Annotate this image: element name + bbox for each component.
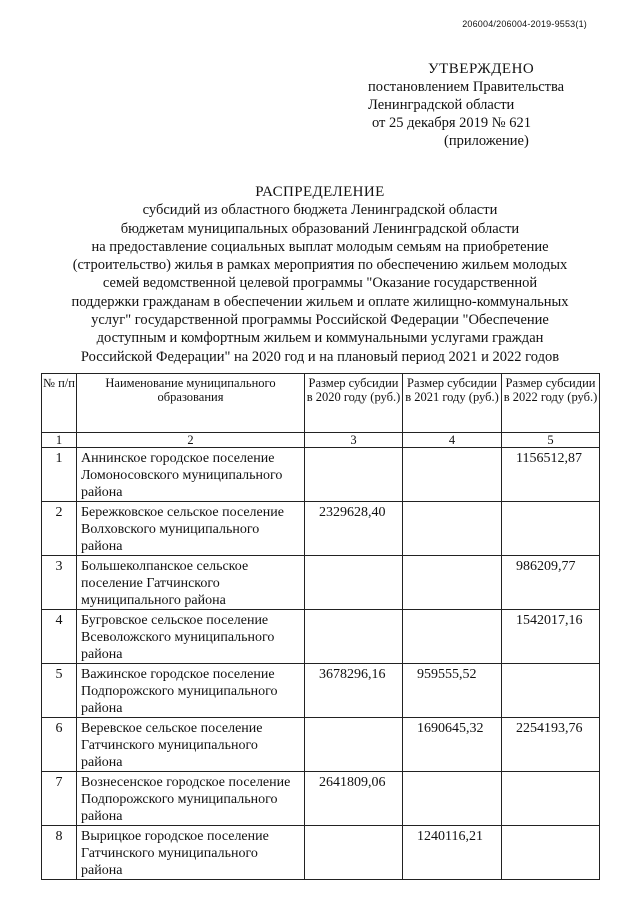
table-row <box>42 610 600 664</box>
title-line: доступным и комфортным жильем и коммунальными услугами граждан <box>96 330 544 347</box>
amount-2020 <box>305 556 403 610</box>
title-line: (строительство) жилья в рамках мероприятия по обеспечению жильем молодых <box>72 257 568 274</box>
amount-2020 <box>305 826 403 880</box>
row-number: 1 <box>42 448 77 502</box>
amount-2021 <box>403 502 502 556</box>
amount-2021: 1240116,21 <box>403 826 502 880</box>
table-row <box>42 502 600 556</box>
municipality-name: Веревское сельское поселение Гатчинского муниципального района <box>77 718 305 772</box>
approval-line: Ленинградской области <box>368 97 515 113</box>
table-row <box>42 772 600 826</box>
column-number: 4 <box>403 433 502 448</box>
row-number: 6 <box>42 718 77 772</box>
amount-2020 <box>305 448 403 502</box>
amount-2020 <box>305 610 403 664</box>
title-line: услуг" государственной программы Российской Федерации "Обеспечение <box>91 312 549 329</box>
table-row <box>42 718 600 772</box>
column-number-row <box>42 433 600 448</box>
amount-2020: 2329628,40 <box>305 502 403 556</box>
amount-2021 <box>403 556 502 610</box>
approval-stamp <box>368 60 578 150</box>
amount-2020: 2641809,06 <box>305 772 403 826</box>
amount-2022 <box>502 826 600 880</box>
row-number: 4 <box>42 610 77 664</box>
approval-date-line: от 25 декабря 2019 № 621 <box>372 115 531 131</box>
table-row <box>42 556 600 610</box>
amount-2022: 2254193,76 <box>502 718 600 772</box>
column-number: 3 <box>305 433 403 448</box>
amount-2021 <box>403 772 502 826</box>
municipality-name: Бережковское сельское поселение Волховского муниципального района <box>77 502 305 556</box>
approval-line: постановлением Правительства <box>368 79 565 95</box>
municipality-name: Большеколпанское сельское поселение Гатчинского муниципального района <box>77 556 305 610</box>
document-title <box>40 183 600 366</box>
table-row <box>42 448 600 502</box>
header-number: № п/п <box>42 374 77 433</box>
amount-2020 <box>305 718 403 772</box>
amount-2022: 1542017,16 <box>502 610 600 664</box>
amount-2022: 1156512,87 <box>502 448 600 502</box>
municipality-name: Аннинское городское поселение Ломоносовского муниципального района <box>77 448 305 502</box>
header-2021: Размер субсидии в 2021 году (руб.) <box>403 374 502 433</box>
header-2022: Размер субсидии в 2022 году (руб.) <box>502 374 600 433</box>
row-number: 7 <box>42 772 77 826</box>
table-row <box>42 664 600 718</box>
municipality-name: Вырицкое городское поселение Гатчинского муниципального района <box>77 826 305 880</box>
approval-attachment-note: (приложение) <box>444 133 529 149</box>
amount-2020: 3678296,16 <box>305 664 403 718</box>
title-line: поддержки гражданам в обеспечении жильем и оплате жилищно-коммунальных <box>71 293 569 310</box>
subsidy-table <box>41 373 600 880</box>
row-number: 5 <box>42 664 77 718</box>
amount-2021 <box>403 610 502 664</box>
table-row <box>42 826 600 880</box>
amount-2021 <box>403 448 502 502</box>
municipality-name: Важинское городское поселение Подпорожского муниципального района <box>77 664 305 718</box>
title-line: Российской Федерации" на 2020 год и на плановый период 2021 и 2022 годов <box>80 348 560 365</box>
amount-2022: 986209,77 <box>502 556 600 610</box>
header-name: Наименование муниципального образования <box>77 374 305 433</box>
title-heading: РАСПРЕДЕЛЕНИЕ <box>255 184 385 200</box>
title-line: бюджетам муниципальных образований Ленинградской области <box>120 220 520 237</box>
column-number: 2 <box>77 433 305 448</box>
municipality-name: Бугровское сельское поселение Всеволожского муниципального района <box>77 610 305 664</box>
amount-2022 <box>502 772 600 826</box>
table-header-row <box>42 374 600 433</box>
title-line: субсидий из областного бюджета Ленинградской области <box>142 202 498 219</box>
row-number: 3 <box>42 556 77 610</box>
column-number: 1 <box>42 433 77 448</box>
title-line: на предоставление социальных выплат молодым семьям на приобретение <box>91 238 549 255</box>
amount-2021: 1690645,32 <box>403 718 502 772</box>
header-2020: Размер субсидии в 2020 году (руб.) <box>305 374 403 433</box>
row-number: 8 <box>42 826 77 880</box>
amount-2022 <box>502 664 600 718</box>
approval-heading: УТВЕРЖДЕНО <box>428 61 535 77</box>
amount-2022 <box>502 502 600 556</box>
column-number: 5 <box>502 433 600 448</box>
document-id: 206004/206004-2019-9553(1) <box>462 19 587 29</box>
title-line: семей ведомственной целевой программы "Оказание государственной <box>102 275 538 292</box>
row-number: 2 <box>42 502 77 556</box>
municipality-name: Вознесенское городское поселение Подпорожского муниципального района <box>77 772 305 826</box>
amount-2021: 959555,52 <box>403 664 502 718</box>
